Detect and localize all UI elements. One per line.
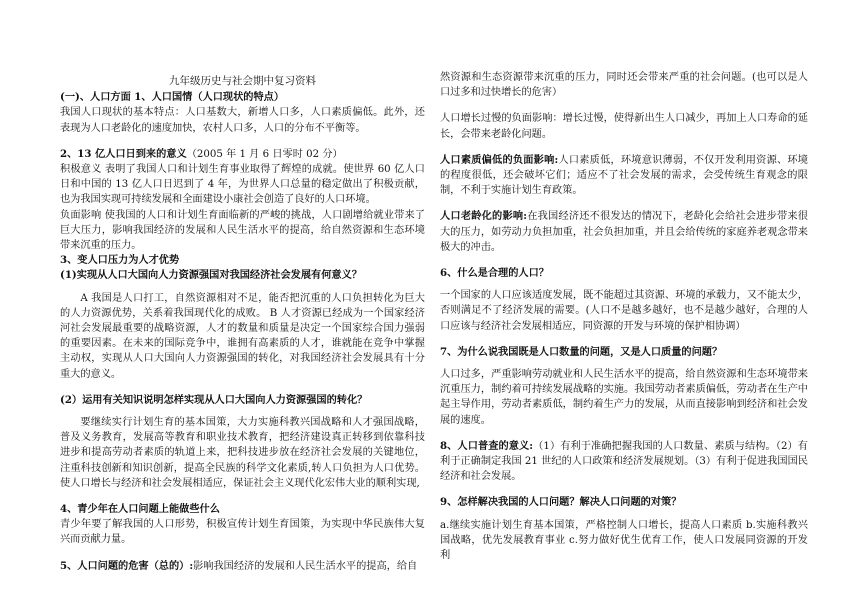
- aging-paragraph: [440, 209, 808, 255]
- sec2-heading-line: [60, 147, 425, 162]
- sec2-positive: 积极意义 表明了我国人口和计划生育事业取得了辉煌的成就。使世界 60 亿人口日和中国的 13 亿人口日迟到了 4 年，为世界人口总量的稳定做出了积极贡献，也为我国实现可持续发展和全面建设小康社会创造了良好的人口环境。: [60, 164, 425, 206]
- sec7-heading: 7、为什么说我国既是人口数量的问题，又是人口质量的问题？: [440, 345, 723, 358]
- continued-text: 然资源和生态资源带来沉重的压力，同时还会带来严重的社会问题。(也可以是人口过多和过快增长的危害）: [440, 72, 808, 99]
- aging-heading: 人口老龄化的影响:: [440, 210, 528, 223]
- sec9-body: a.继续实施计划生育基本国策，严格控制人口增长，提高人口素质 b.实施科教兴国战略，优先发展教育事业 c.努力做好优生优育工作，使人口发展同资源的开发利: [440, 519, 808, 562]
- right-column: [440, 70, 808, 563]
- sec2-negative: 负面影响 使我国的人口和计划生育面临新的严峻的挑战，人口剧增给就业带来了巨大压力，影响我国经济的发展和人民生活水平的提高，给自然资源和生态环境带来沉重的压力。: [60, 209, 425, 252]
- sec2-heading: 2、13 亿人口日到来的意义: [60, 147, 187, 160]
- document-title: 九年级历史与社会期中复习资料: [169, 75, 316, 87]
- sec6-heading: 6、什么是合理的人口？: [440, 267, 549, 280]
- low-quality-body: 人口素质低，环境意识薄弱，不仅开发利用资源、环境的程度很低，还会破坏它们；适应不了社会发展的需求，会受传统生育观念的限制，不利于实施计划生育政策。: [440, 154, 808, 197]
- sec3-question-1: (1)实现从人口大国向人力资源强国对我国经济社会发展有何意义？: [60, 269, 362, 282]
- sec3-answer-2: 要继续实行计划生育的基本国策，大力实施科教兴国战略和人才强国战略，普及义务教育，发展高等教育和职业技术教育，把经济建设真正转移到依靠科技进步和提高劳动者素质的轨道上来，把科技进步放在经济社会发展的关键地位，注重科技创新和知识创新，提高全民族的科学文化素质,转人口负担为人口优势。使人口增长与经济和社会发展相适应，保证社会主义现代化宏伟大业的顺利实现,: [60, 417, 425, 489]
- sec8-body: （1）有利于准确把握我国的人口数量、素质与结构。（2）有利于正确制定我国 21 世纪的人口政策和经济发展规划。（3）有利于促进我国国民经济和社会发展。: [440, 440, 808, 483]
- aging-body: 在我国经济还不很发达的情况下，老龄化会给社会进步带来很大的压力，如劳动力负担加重，社会负担加重，并且会给传统的家庭养老观念带来极大的冲击。: [440, 211, 808, 253]
- sec8-paragraph: [440, 439, 808, 485]
- sec9-heading: 9、怎样解决我国的人口问题？解决人口问题的对策？: [440, 496, 682, 509]
- sec7-body: 人口过多，严重影响劳动就业和人民生活水平的提高，给自然资源和生态环境带来沉重压力，制约着可持续发展战略的实施。我国劳动者素质偏低，劳动者在生产中起主导作用，劳动者素质低，制约着生产力的发展，从而直接影响到经济和社会发展的速度。: [440, 369, 808, 426]
- sec3-heading: 3、变人口压力为人才优势: [60, 254, 180, 267]
- sec3-answer-1: A 我国是人口打工，自然资源相对不足，能否把沉重的人口负担转化为巨大的人力资源优势，关系着我国现代化的成败。 B 人才资源已经成为一个国家经济河社会发展最重要的战略资源，人才的数量和质量是决定一个国家综合国力强弱的重要因素。在未来的国际竞争中，谁拥有高素质的人才，谁就能在竞争中掌握主动权，实现从人口大国向人力资源强国的转化，对我国经济社会发展具有十分重大的意义。: [60, 292, 425, 380]
- sec4-body: 青少年要了解我国的人口形势，积极宣传计划生育国策，为实现中华民族伟大复兴而贡献力量。: [60, 519, 425, 546]
- low-quality-heading: 人口素质偏低的负面影响:: [440, 153, 559, 166]
- sec2-heading-note: （2005 年 1 月 6 日零时 02 分）: [186, 148, 343, 160]
- slow-growth-paragraph: 人口增长过慢的负面影响：增长过慢，使得新出生人口减少，再加上人口寿命的延长，会带来老龄化问题。: [440, 113, 808, 140]
- sec3-question-2: (2）运用有关知识说明怎样实现从人口大国向人力资源强国的转化？: [60, 393, 368, 406]
- sec8-heading: 8、人口普查的意义:: [440, 439, 534, 452]
- low-quality-paragraph: [440, 153, 808, 199]
- sec5-body: 影响我国经济的发展和人民生活水平的提高，给自: [193, 560, 418, 572]
- sec5-heading: 5、人口问题的危害（总的）:: [60, 559, 194, 572]
- left-column: [60, 74, 425, 574]
- sec5-line: [60, 559, 425, 574]
- sec6-body: 一个国家的人口应该适度发展，既不能超过其资源、环境的承载力，又不能太少，否则满足不了经济发展的需要。(人口不是越多越好，也不是越少越好，合理的人口应该与经济社会发展相适应，同资源的开发与环境的保护相协调）: [440, 290, 808, 332]
- sec1-heading: (一)、人口方面 1、人口国情（人口现状的特点）: [60, 91, 285, 104]
- sec1-body: 我国人口现状的基本特点：人口基数大，新增人口多，人口素质偏低。此外，还表现为人口老龄化的速度加快，农村人口多，人口的分布不平衡等。: [60, 107, 425, 134]
- sec4-heading: 4、青少年在人口问题上能做些什么: [60, 503, 220, 516]
